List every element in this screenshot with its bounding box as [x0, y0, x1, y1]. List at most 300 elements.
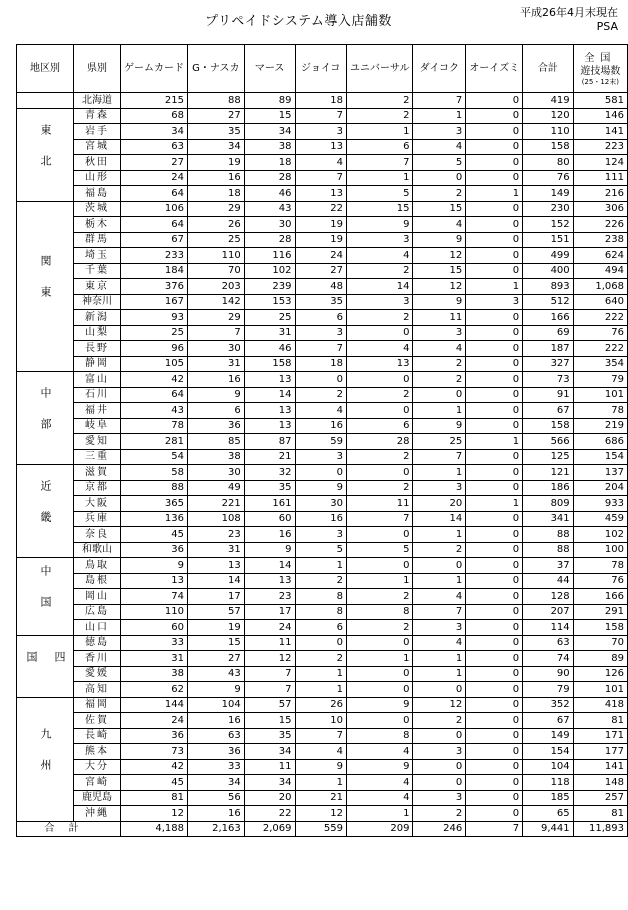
value-cell: 1	[346, 170, 413, 186]
table-row	[17, 496, 628, 512]
value-cell: 354	[573, 356, 627, 372]
total-label: 合計	[17, 821, 121, 837]
pref-cell: 神奈川	[74, 294, 121, 310]
value-cell: 1	[466, 279, 523, 295]
value-cell: 149	[523, 186, 574, 202]
total-cell: 559	[295, 821, 346, 837]
value-cell: 0	[466, 604, 523, 620]
value-cell: 2	[346, 310, 413, 326]
value-cell: 158	[573, 620, 627, 636]
value-cell: 0	[295, 635, 346, 651]
value-cell: 25	[187, 232, 244, 248]
table-header	[17, 45, 628, 93]
value-cell: 187	[523, 341, 574, 357]
value-cell: 933	[573, 496, 627, 512]
value-cell: 0	[466, 108, 523, 124]
value-cell: 2	[413, 806, 466, 822]
value-cell: 4	[346, 775, 413, 791]
value-cell: 222	[573, 341, 627, 357]
value-cell: 1,068	[573, 279, 627, 295]
table-row	[17, 232, 628, 248]
value-cell: 19	[187, 155, 244, 171]
table-row	[17, 108, 628, 124]
value-cell: 7	[295, 108, 346, 124]
value-cell: 30	[295, 496, 346, 512]
table-row	[17, 728, 628, 744]
value-cell: 43	[120, 403, 187, 419]
pref-cell: 山口	[74, 620, 121, 636]
value-cell: 0	[466, 775, 523, 791]
value-cell: 15	[187, 635, 244, 651]
value-cell: 341	[523, 511, 574, 527]
value-cell: 0	[466, 728, 523, 744]
value-cell: 8	[346, 728, 413, 744]
header-joyco: ジョイコ	[295, 45, 346, 93]
value-cell: 24	[120, 713, 187, 729]
value-cell: 0	[346, 713, 413, 729]
region-cell: 中部	[17, 372, 74, 465]
value-cell: 8	[346, 604, 413, 620]
value-cell: 3	[295, 325, 346, 341]
value-cell: 111	[573, 170, 627, 186]
value-cell: 512	[523, 294, 574, 310]
value-cell: 70	[573, 635, 627, 651]
value-cell: 26	[187, 217, 244, 233]
value-cell: 9	[413, 418, 466, 434]
value-cell: 238	[573, 232, 627, 248]
value-cell: 108	[187, 511, 244, 527]
value-cell: 16	[295, 418, 346, 434]
value-cell: 11	[346, 496, 413, 512]
value-cell: 1	[413, 108, 466, 124]
value-cell: 6	[295, 620, 346, 636]
header-region	[17, 45, 74, 93]
value-cell: 116	[244, 248, 295, 264]
value-cell: 43	[244, 201, 295, 217]
value-cell: 13	[187, 558, 244, 574]
value-cell: 13	[295, 139, 346, 155]
value-cell: 0	[346, 372, 413, 388]
value-cell: 24	[244, 620, 295, 636]
value-cell: 158	[523, 418, 574, 434]
value-cell: 0	[346, 465, 413, 481]
value-cell: 42	[120, 759, 187, 775]
total-cell: 11,893	[573, 821, 627, 837]
table-row	[17, 604, 628, 620]
value-cell: 34	[120, 124, 187, 140]
header-pref: 県別	[74, 45, 121, 93]
value-cell: 42	[120, 372, 187, 388]
value-cell: 0	[295, 465, 346, 481]
table-row	[17, 558, 628, 574]
value-cell: 4	[346, 341, 413, 357]
value-cell: 13	[120, 573, 187, 589]
pref-cell: 京都	[74, 480, 121, 496]
value-cell: 21	[295, 790, 346, 806]
value-cell: 257	[573, 790, 627, 806]
value-cell: 7	[295, 170, 346, 186]
value-cell: 19	[187, 620, 244, 636]
pref-cell: 滋賀	[74, 465, 121, 481]
value-cell: 91	[523, 387, 574, 403]
value-cell: 18	[187, 186, 244, 202]
value-cell: 0	[346, 558, 413, 574]
value-cell: 88	[187, 93, 244, 109]
value-cell: 124	[573, 155, 627, 171]
value-cell: 6	[346, 139, 413, 155]
table-row	[17, 697, 628, 713]
value-cell: 0	[466, 651, 523, 667]
value-cell: 3	[466, 294, 523, 310]
value-cell: 0	[346, 403, 413, 419]
value-cell: 0	[466, 449, 523, 465]
value-cell: 36	[120, 542, 187, 558]
value-cell: 128	[523, 589, 574, 605]
table-row	[17, 403, 628, 419]
value-cell: 0	[413, 387, 466, 403]
value-cell: 0	[466, 589, 523, 605]
value-cell: 76	[523, 170, 574, 186]
value-cell: 30	[187, 465, 244, 481]
table-row	[17, 666, 628, 682]
value-cell: 38	[244, 139, 295, 155]
value-cell: 1	[413, 666, 466, 682]
value-cell: 13	[295, 186, 346, 202]
value-cell: 624	[573, 248, 627, 264]
value-cell: 29	[187, 310, 244, 326]
pref-cell: 和歌山	[74, 542, 121, 558]
value-cell: 1	[413, 651, 466, 667]
value-cell: 7	[413, 604, 466, 620]
value-cell: 2	[346, 263, 413, 279]
header-mars: マース	[244, 45, 295, 93]
value-cell: 28	[346, 434, 413, 450]
value-cell: 45	[120, 775, 187, 791]
value-cell: 494	[573, 263, 627, 279]
total-cell: 9,441	[523, 821, 574, 837]
value-cell: 15	[413, 201, 466, 217]
value-cell: 63	[523, 635, 574, 651]
value-cell: 12	[295, 806, 346, 822]
table-row	[17, 294, 628, 310]
value-cell: 24	[295, 248, 346, 264]
value-cell: 36	[187, 418, 244, 434]
value-cell: 68	[120, 108, 187, 124]
value-cell: 73	[120, 744, 187, 760]
value-cell: 1	[466, 186, 523, 202]
value-cell: 9	[187, 682, 244, 698]
value-cell: 104	[187, 697, 244, 713]
value-cell: 184	[120, 263, 187, 279]
value-cell: 18	[295, 356, 346, 372]
table-row	[17, 713, 628, 729]
value-cell: 0	[346, 527, 413, 543]
pref-cell: 石川	[74, 387, 121, 403]
header-universal: ユニバーサル	[346, 45, 413, 93]
table-row	[17, 480, 628, 496]
value-cell: 9	[295, 480, 346, 496]
table-row	[17, 418, 628, 434]
value-cell: 0	[413, 759, 466, 775]
value-cell: 101	[573, 682, 627, 698]
pref-cell: 東京	[74, 279, 121, 295]
value-cell: 6	[346, 418, 413, 434]
value-cell: 376	[120, 279, 187, 295]
pref-cell: 宮城	[74, 139, 121, 155]
value-cell: 0	[413, 728, 466, 744]
region-cell: 四国	[17, 635, 74, 697]
value-cell: 0	[466, 480, 523, 496]
value-cell: 161	[244, 496, 295, 512]
value-cell: 13	[244, 418, 295, 434]
value-cell: 87	[244, 434, 295, 450]
value-cell: 22	[295, 201, 346, 217]
value-cell: 60	[244, 511, 295, 527]
value-cell: 58	[120, 465, 187, 481]
value-cell: 2	[346, 620, 413, 636]
value-cell: 0	[466, 744, 523, 760]
region-cell: 九州	[17, 697, 74, 821]
value-cell: 306	[573, 201, 627, 217]
value-cell: 7	[413, 449, 466, 465]
value-cell: 56	[187, 790, 244, 806]
value-cell: 25	[413, 434, 466, 450]
value-cell: 12	[120, 806, 187, 822]
table-row	[17, 139, 628, 155]
value-cell: 5	[346, 186, 413, 202]
value-cell: 26	[295, 697, 346, 713]
value-cell: 7	[295, 728, 346, 744]
value-cell: 2	[295, 573, 346, 589]
value-cell: 166	[523, 310, 574, 326]
pref-cell: 長崎	[74, 728, 121, 744]
pref-cell: 岩手	[74, 124, 121, 140]
table-row	[17, 589, 628, 605]
value-cell: 12	[244, 651, 295, 667]
value-cell: 12	[413, 248, 466, 264]
value-cell: 20	[413, 496, 466, 512]
value-cell: 15	[244, 108, 295, 124]
pref-cell: 茨城	[74, 201, 121, 217]
value-cell: 76	[573, 325, 627, 341]
pref-cell: 岡山	[74, 589, 121, 605]
value-cell: 686	[573, 434, 627, 450]
pref-cell: 徳島	[74, 635, 121, 651]
value-cell: 0	[466, 310, 523, 326]
value-cell: 74	[523, 651, 574, 667]
value-cell: 2	[346, 480, 413, 496]
pref-cell: 大阪	[74, 496, 121, 512]
value-cell: 11	[244, 635, 295, 651]
page-title: プリペイドシステム導入店舗数	[205, 14, 392, 29]
pref-cell: 沖縄	[74, 806, 121, 822]
value-cell: 153	[244, 294, 295, 310]
value-cell: 1	[346, 124, 413, 140]
value-cell: 158	[244, 356, 295, 372]
value-cell: 5	[346, 542, 413, 558]
value-cell: 88	[120, 480, 187, 496]
value-cell: 11	[244, 759, 295, 775]
value-cell: 78	[120, 418, 187, 434]
value-cell: 20	[244, 790, 295, 806]
value-cell: 9	[244, 542, 295, 558]
value-cell: 4	[413, 217, 466, 233]
value-cell: 177	[573, 744, 627, 760]
value-cell: 14	[187, 573, 244, 589]
table-row	[17, 573, 628, 589]
total-cell: 2,069	[244, 821, 295, 837]
table-body	[17, 93, 628, 822]
pref-cell: 鳥取	[74, 558, 121, 574]
value-cell: 1	[295, 558, 346, 574]
value-cell: 141	[573, 759, 627, 775]
value-cell: 121	[523, 465, 574, 481]
region-cell	[17, 93, 74, 109]
value-cell: 137	[573, 465, 627, 481]
value-cell: 62	[120, 682, 187, 698]
value-cell: 88	[523, 542, 574, 558]
table-row	[17, 775, 628, 791]
table-row	[17, 341, 628, 357]
value-cell: 0	[466, 418, 523, 434]
source-label: PSA	[596, 20, 618, 33]
value-cell: 23	[187, 527, 244, 543]
value-cell: 0	[466, 387, 523, 403]
value-cell: 67	[120, 232, 187, 248]
value-cell: 204	[573, 480, 627, 496]
value-cell: 1	[295, 775, 346, 791]
value-cell: 35	[244, 480, 295, 496]
header-national-sub: (25・12末)	[581, 77, 619, 86]
pref-cell: 宮崎	[74, 775, 121, 791]
table-row	[17, 325, 628, 341]
value-cell: 3	[413, 744, 466, 760]
table-row	[17, 759, 628, 775]
value-cell: 15	[413, 263, 466, 279]
table-row	[17, 93, 628, 109]
value-cell: 13	[244, 403, 295, 419]
value-cell: 2	[346, 589, 413, 605]
header-daikoku: ダイコク	[413, 45, 466, 93]
value-cell: 29	[187, 201, 244, 217]
value-cell: 203	[187, 279, 244, 295]
pref-cell: 長野	[74, 341, 121, 357]
value-cell: 1	[413, 527, 466, 543]
value-cell: 19	[295, 232, 346, 248]
total-row	[17, 821, 628, 837]
value-cell: 7	[346, 511, 413, 527]
value-cell: 16	[295, 511, 346, 527]
value-cell: 105	[120, 356, 187, 372]
value-cell: 0	[466, 93, 523, 109]
value-cell: 0	[466, 217, 523, 233]
region-cell: 中国	[17, 558, 74, 636]
table-row	[17, 155, 628, 171]
header-total: 合計	[523, 45, 574, 93]
value-cell: 16	[187, 806, 244, 822]
value-cell: 185	[523, 790, 574, 806]
value-cell: 0	[466, 341, 523, 357]
pref-cell: 山形	[74, 170, 121, 186]
pref-cell: 千葉	[74, 263, 121, 279]
value-cell: 1	[413, 465, 466, 481]
value-cell: 74	[120, 589, 187, 605]
table-row	[17, 372, 628, 388]
value-cell: 57	[244, 697, 295, 713]
value-cell: 1	[346, 651, 413, 667]
value-cell: 0	[466, 713, 523, 729]
value-cell: 110	[187, 248, 244, 264]
value-cell: 37	[523, 558, 574, 574]
value-cell: 3	[413, 325, 466, 341]
value-cell: 63	[120, 139, 187, 155]
value-cell: 48	[295, 279, 346, 295]
pref-cell: 福岡	[74, 697, 121, 713]
value-cell: 418	[573, 697, 627, 713]
value-cell: 54	[120, 449, 187, 465]
value-cell: 70	[187, 263, 244, 279]
value-cell: 120	[523, 108, 574, 124]
header-oizumi: オーイズミ	[466, 45, 523, 93]
table-row	[17, 682, 628, 698]
pref-cell: 富山	[74, 372, 121, 388]
value-cell: 1	[466, 434, 523, 450]
value-cell: 15	[346, 201, 413, 217]
table-row	[17, 310, 628, 326]
value-cell: 0	[466, 511, 523, 527]
table-row	[17, 744, 628, 760]
value-cell: 365	[120, 496, 187, 512]
header-gamecard: ゲームカード	[120, 45, 187, 93]
value-cell: 35	[187, 124, 244, 140]
as-of-date: 平成26年4月末現在	[520, 6, 618, 19]
value-cell: 88	[523, 527, 574, 543]
value-cell: 6	[295, 310, 346, 326]
value-cell: 7	[413, 93, 466, 109]
value-cell: 6	[187, 403, 244, 419]
value-cell: 64	[120, 186, 187, 202]
value-cell: 78	[573, 558, 627, 574]
value-cell: 25	[120, 325, 187, 341]
pref-cell: 香川	[74, 651, 121, 667]
value-cell: 67	[523, 713, 574, 729]
value-cell: 3	[346, 294, 413, 310]
pref-cell: 群馬	[74, 232, 121, 248]
value-cell: 100	[573, 542, 627, 558]
value-cell: 31	[187, 542, 244, 558]
pref-cell: 北海道	[74, 93, 121, 109]
value-cell: 499	[523, 248, 574, 264]
value-cell: 1	[346, 573, 413, 589]
pref-cell: 大分	[74, 759, 121, 775]
table-row	[17, 248, 628, 264]
value-cell: 136	[120, 511, 187, 527]
value-cell: 18	[295, 93, 346, 109]
value-cell: 0	[466, 635, 523, 651]
value-cell: 216	[573, 186, 627, 202]
value-cell: 15	[244, 713, 295, 729]
value-cell: 419	[523, 93, 574, 109]
value-cell: 0	[466, 372, 523, 388]
value-cell: 400	[523, 263, 574, 279]
value-cell: 352	[523, 697, 574, 713]
value-cell: 104	[523, 759, 574, 775]
header-national-line1: 全国	[584, 52, 617, 64]
value-cell: 25	[244, 310, 295, 326]
value-cell: 65	[523, 806, 574, 822]
value-cell: 327	[523, 356, 574, 372]
table-row	[17, 620, 628, 636]
